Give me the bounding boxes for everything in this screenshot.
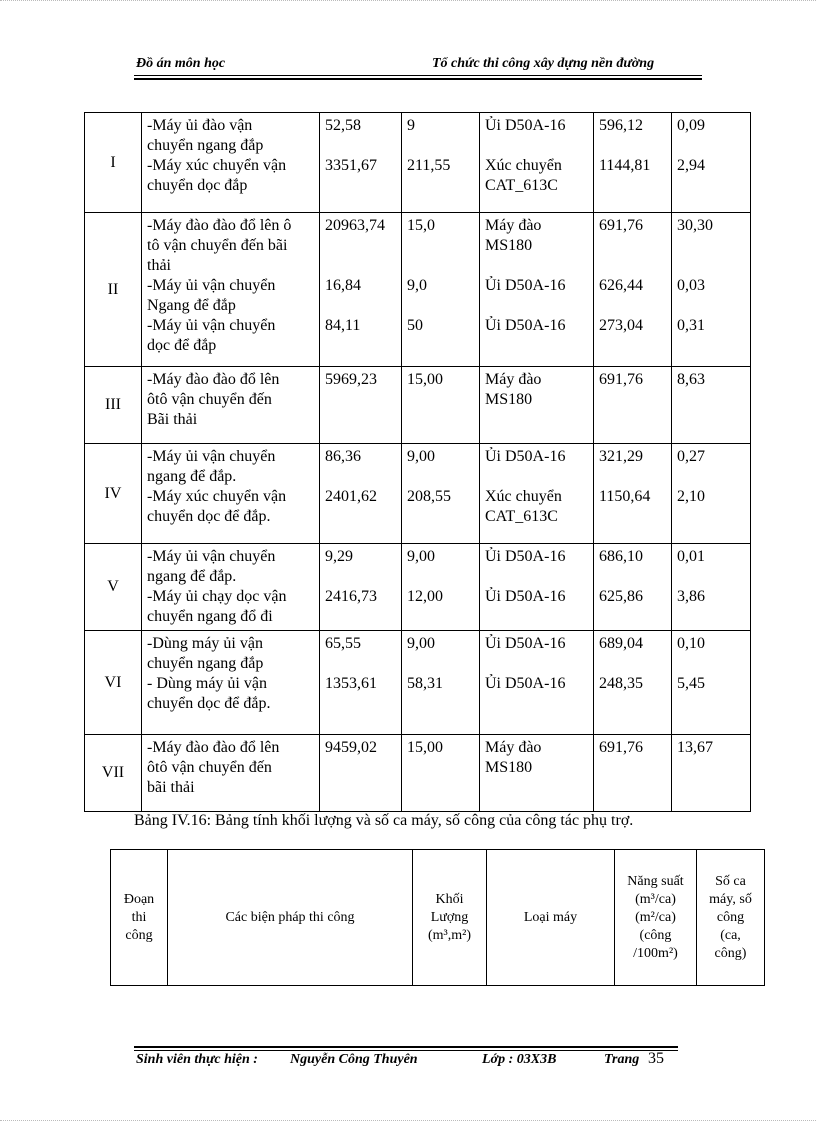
- header-cell-section: [111, 850, 168, 986]
- cell-line: 9: [407, 117, 415, 134]
- cell-line: Ủi D50A-16: [485, 317, 566, 334]
- shifts-cell: [672, 631, 751, 735]
- cell-line: Ủi D50A-16: [485, 548, 566, 565]
- cell-line: 691,76: [599, 739, 643, 756]
- cell-spacer: [407, 296, 475, 316]
- cell-line: 208,55: [407, 488, 451, 505]
- cell-spacer: [325, 236, 397, 256]
- cell-spacer: [485, 467, 589, 487]
- section-cell: IV: [85, 444, 142, 544]
- cell-spacer: [407, 467, 475, 487]
- header-line: Các biện pháp thi công: [225, 909, 355, 925]
- cell-line: 9,00: [407, 448, 435, 465]
- productivity-cell: [402, 213, 480, 367]
- cell-line: ôtô vận chuyển đến: [147, 391, 272, 408]
- cell-line: -Dùng máy ủi vận: [147, 635, 263, 652]
- cell-spacer: [325, 467, 397, 487]
- methods-cell: [142, 113, 320, 213]
- cell-line: MS180: [485, 759, 533, 776]
- cell-line: Ủi D50A-16: [485, 117, 566, 134]
- table-row: [85, 631, 751, 735]
- table-caption: Bảng IV.16: Bảng tính khối lượng và số ca máy, số công của công tác phụ trợ.: [134, 812, 634, 829]
- header-line: (ca,: [720, 927, 741, 943]
- cell-line: Máy đào: [485, 217, 542, 234]
- cell-line: 9,00: [407, 635, 435, 652]
- cell-line: Bãi thải: [147, 411, 198, 428]
- cell-line: -Máy xúc chuyển vận: [147, 157, 287, 174]
- header-line: máy, số: [709, 891, 752, 907]
- cell-line: chuyển ngang đổ đi: [147, 608, 273, 625]
- cell-line: chuyển dọc để đắp.: [147, 508, 271, 525]
- productivity-cell: [402, 444, 480, 544]
- cell-line: CAT_613C: [485, 508, 558, 525]
- cell-line: ngang để đắp.: [147, 468, 237, 485]
- header-line: Số ca: [715, 873, 746, 889]
- machine-cell: [480, 367, 594, 444]
- shifts-cell: [672, 735, 751, 812]
- cell-line: 0,01: [677, 548, 705, 565]
- machine-shift-table: [84, 112, 751, 812]
- footer-student-label: Sinh viên thực hiện :: [136, 1052, 258, 1067]
- cell-spacer: [677, 654, 746, 674]
- productivity-cell: [402, 735, 480, 812]
- page-footer: [134, 1046, 678, 1076]
- header-line: Năng suất: [627, 873, 684, 889]
- cell-spacer: [325, 296, 397, 316]
- cell-line: CAT_613C: [485, 177, 558, 194]
- unit-cell: [594, 367, 672, 444]
- cell-line: 321,29: [599, 448, 643, 465]
- table-header-row: [111, 850, 765, 986]
- machine-cell: [480, 631, 594, 735]
- cell-line: 52,58: [325, 117, 361, 134]
- cell-line: 9459,02: [325, 739, 377, 756]
- cell-line: -Máy ủi vận chuyển: [147, 277, 276, 294]
- unit-cell: [594, 113, 672, 213]
- productivity-cell: [402, 544, 480, 631]
- cell-line: chuyển ngang đắp: [147, 137, 264, 154]
- header-line: (công: [639, 927, 672, 943]
- cell-line: thải: [147, 257, 171, 274]
- cell-line: Máy đào: [485, 371, 542, 388]
- cell-line: 626,44: [599, 277, 643, 294]
- cell-line: 2416,73: [325, 588, 377, 605]
- machine-cell: [480, 735, 594, 812]
- cell-line: 3,86: [677, 588, 705, 605]
- volume-cell: [320, 631, 402, 735]
- cell-line: 58,31: [407, 675, 443, 692]
- cell-spacer: [325, 256, 397, 276]
- cell-line: 20963,74: [325, 217, 385, 234]
- table-row: [85, 544, 751, 631]
- cell-spacer: [407, 654, 475, 674]
- footer-page-number: 35: [648, 1050, 664, 1067]
- productivity-cell: [402, 367, 480, 444]
- cell-line: 2401,62: [325, 488, 377, 505]
- cell-line: 0,09: [677, 117, 705, 134]
- header-line: Lượng: [430, 909, 469, 925]
- cell-spacer: [677, 256, 746, 276]
- machine-cell: [480, 113, 594, 213]
- table-row: [85, 213, 751, 367]
- cell-line: 273,04: [599, 317, 643, 334]
- productivity-cell: [402, 631, 480, 735]
- header-line: Loại máy: [523, 909, 578, 925]
- machine-cell: [480, 544, 594, 631]
- page-header: [134, 56, 702, 74]
- cell-line: 1150,64: [599, 488, 651, 505]
- cell-line: MS180: [485, 391, 533, 408]
- section-cell: III: [85, 367, 142, 444]
- methods-cell: [142, 367, 320, 444]
- header-cell-shifts: [697, 850, 765, 986]
- header-left-title: Đồ án môn học: [136, 56, 226, 71]
- header-cell-methods: [168, 850, 413, 986]
- methods-cell: [142, 735, 320, 812]
- cell-line: Ủi D50A-16: [485, 675, 566, 692]
- unit-cell: [594, 444, 672, 544]
- cell-line: -Máy đào đào đổ lên: [147, 371, 280, 388]
- shifts-cell: [672, 213, 751, 367]
- header-line: (m³/ca): [635, 891, 676, 907]
- cell-spacer: [485, 296, 589, 316]
- cell-line: 84,11: [325, 317, 361, 334]
- cell-spacer: [485, 256, 589, 276]
- top-dotted-border: [0, 0, 816, 1]
- cell-line: 15,00: [407, 371, 443, 388]
- cell-line: dọc để đắp: [147, 337, 217, 354]
- header-line: công: [716, 909, 745, 925]
- table-row: [85, 444, 751, 544]
- cell-line: ngang để đắp.: [147, 568, 237, 585]
- methods-cell: [142, 444, 320, 544]
- header-rule-thick: [134, 78, 702, 80]
- cell-spacer: [485, 567, 589, 587]
- header-line: Khối: [435, 891, 464, 907]
- shifts-cell: [672, 113, 751, 213]
- cell-line: 211,55: [407, 157, 451, 174]
- cell-line: 0,31: [677, 317, 705, 334]
- volume-cell: [320, 735, 402, 812]
- cell-spacer: [599, 296, 667, 316]
- unit-cell: [594, 213, 672, 367]
- shifts-cell: [672, 367, 751, 444]
- cell-spacer: [325, 136, 397, 156]
- cell-line: Ủi D50A-16: [485, 588, 566, 605]
- section-cell: I: [85, 113, 142, 213]
- unit-cell: [594, 544, 672, 631]
- cell-spacer: [325, 654, 397, 674]
- volume-cell: [320, 544, 402, 631]
- header-line: công: [125, 927, 153, 943]
- cell-line: Ngang để đắp: [147, 297, 236, 314]
- cell-spacer: [485, 136, 589, 156]
- section-cell: II: [85, 213, 142, 367]
- cell-line: ôtô vận chuyển đến: [147, 759, 272, 776]
- cell-line: bãi thải: [147, 779, 195, 796]
- cell-spacer: [677, 567, 746, 587]
- cell-line: 248,35: [599, 675, 643, 692]
- header-line: công): [714, 945, 747, 961]
- cell-spacer: [677, 467, 746, 487]
- header-line: thi: [131, 909, 147, 925]
- cell-line: 0,27: [677, 448, 705, 465]
- cell-line: 1144,81: [599, 157, 651, 174]
- cell-line: 691,76: [599, 371, 643, 388]
- cell-line: 2,94: [677, 157, 705, 174]
- cell-line: 9,29: [325, 548, 353, 565]
- header-line: /100m²): [633, 945, 678, 961]
- cell-line: 3351,67: [325, 157, 377, 174]
- cell-line: 12,00: [407, 588, 443, 605]
- cell-spacer: [677, 296, 746, 316]
- productivity-cell: [402, 113, 480, 213]
- bottom-dotted-border: [0, 1120, 816, 1121]
- footer-rule: [134, 1050, 678, 1051]
- header-rule: [134, 75, 702, 76]
- footer-page-label: Trang: [604, 1052, 640, 1067]
- cell-line: 5969,23: [325, 371, 377, 388]
- cell-spacer: [599, 467, 667, 487]
- cell-line: 86,36: [325, 448, 361, 465]
- cell-line: 1353,61: [325, 675, 377, 692]
- cell-spacer: [485, 654, 589, 674]
- table-row: [85, 735, 751, 812]
- cell-line: Máy đào: [485, 739, 542, 756]
- cell-line: 625,86: [599, 588, 643, 605]
- table-row: [85, 367, 751, 444]
- cell-line: 16,84: [325, 277, 361, 294]
- cell-line: chuyển dọc đắp: [147, 177, 248, 194]
- cell-line: Xúc chuyển: [485, 157, 562, 174]
- footer-class: Lớp : 03X3B: [482, 1052, 557, 1067]
- unit-cell: [594, 735, 672, 812]
- cell-line: 689,04: [599, 635, 643, 652]
- cell-line: -Máy ủi đào vận: [147, 117, 253, 134]
- methods-cell: [142, 213, 320, 367]
- shifts-cell: [672, 444, 751, 544]
- header-cell-volume: [413, 850, 487, 986]
- machine-shift-table-body: [85, 113, 751, 812]
- cell-line: 30,30: [677, 217, 713, 234]
- section-cell: V: [85, 544, 142, 631]
- machine-cell: [480, 444, 594, 544]
- cell-spacer: [407, 136, 475, 156]
- cell-line: -Máy đào đào đổ lên: [147, 739, 280, 756]
- cell-line: 686,10: [599, 548, 643, 565]
- cell-spacer: [325, 567, 397, 587]
- volume-cell: [320, 367, 402, 444]
- section-cell: VII: [85, 735, 142, 812]
- cell-line: 9,0: [407, 277, 427, 294]
- auxiliary-work-table: [110, 849, 765, 986]
- volume-cell: [320, 444, 402, 544]
- cell-line: 13,67: [677, 739, 713, 756]
- section-cell: VI: [85, 631, 142, 735]
- cell-line: 9,00: [407, 548, 435, 565]
- cell-spacer: [677, 136, 746, 156]
- cell-line: Ủi D50A-16: [485, 635, 566, 652]
- cell-line: chuyển dọc để đắp.: [147, 695, 271, 712]
- header-cell-machine: [487, 850, 615, 986]
- footer-rule-thick: [134, 1046, 678, 1048]
- cell-line: -Máy xúc chuyển vận: [147, 488, 287, 505]
- cell-line: 0,03: [677, 277, 705, 294]
- cell-line: Ủi D50A-16: [485, 277, 566, 294]
- shifts-cell: [672, 544, 751, 631]
- header-line: Đoạn: [123, 891, 155, 907]
- cell-spacer: [599, 236, 667, 256]
- cell-line: 65,55: [325, 635, 361, 652]
- cell-spacer: [677, 236, 746, 256]
- cell-line: 15,00: [407, 739, 443, 756]
- cell-line: 50: [407, 317, 423, 334]
- header-line: (m³,m²): [428, 927, 471, 943]
- header-line: (m²/ca): [635, 909, 676, 925]
- unit-cell: [594, 631, 672, 735]
- cell-spacer: [407, 236, 475, 256]
- cell-line: - Dùng máy ủi vận: [147, 675, 267, 692]
- volume-cell: [320, 213, 402, 367]
- machine-cell: [480, 213, 594, 367]
- cell-spacer: [599, 256, 667, 276]
- cell-line: 596,12: [599, 117, 643, 134]
- cell-spacer: [599, 136, 667, 156]
- cell-line: chuyển ngang đắp: [147, 655, 264, 672]
- header-cell-productivity: [615, 850, 697, 986]
- cell-line: 15,0: [407, 217, 435, 234]
- cell-line: 691,76: [599, 217, 643, 234]
- cell-line: -Máy ủi vận chuyển: [147, 317, 276, 334]
- volume-cell: [320, 113, 402, 213]
- cell-line: 5,45: [677, 675, 705, 692]
- cell-spacer: [599, 567, 667, 587]
- cell-line: -Máy ủi vận chuyển: [147, 448, 276, 465]
- cell-line: 2,10: [677, 488, 705, 505]
- header-right-title: Tổ chức thi công xây dựng nền đường: [432, 56, 655, 71]
- cell-spacer: [407, 567, 475, 587]
- cell-line: -Máy ủi vận chuyển: [147, 548, 276, 565]
- footer-student-name: Nguyễn Công Thuyên: [290, 1052, 418, 1067]
- table-row: [85, 113, 751, 213]
- cell-line: Ủi D50A-16: [485, 448, 566, 465]
- cell-line: MS180: [485, 237, 533, 254]
- cell-line: 8,63: [677, 371, 705, 388]
- methods-cell: [142, 631, 320, 735]
- cell-line: -Máy ủi chạy dọc vận: [147, 588, 287, 605]
- cell-line: tô vận chuyển đến bãi: [147, 237, 288, 254]
- cell-line: -Máy đào đào đổ lên ô: [147, 217, 292, 234]
- cell-line: 0,10: [677, 635, 705, 652]
- cell-spacer: [407, 256, 475, 276]
- cell-spacer: [599, 654, 667, 674]
- methods-cell: [142, 544, 320, 631]
- cell-line: Xúc chuyển: [485, 488, 562, 505]
